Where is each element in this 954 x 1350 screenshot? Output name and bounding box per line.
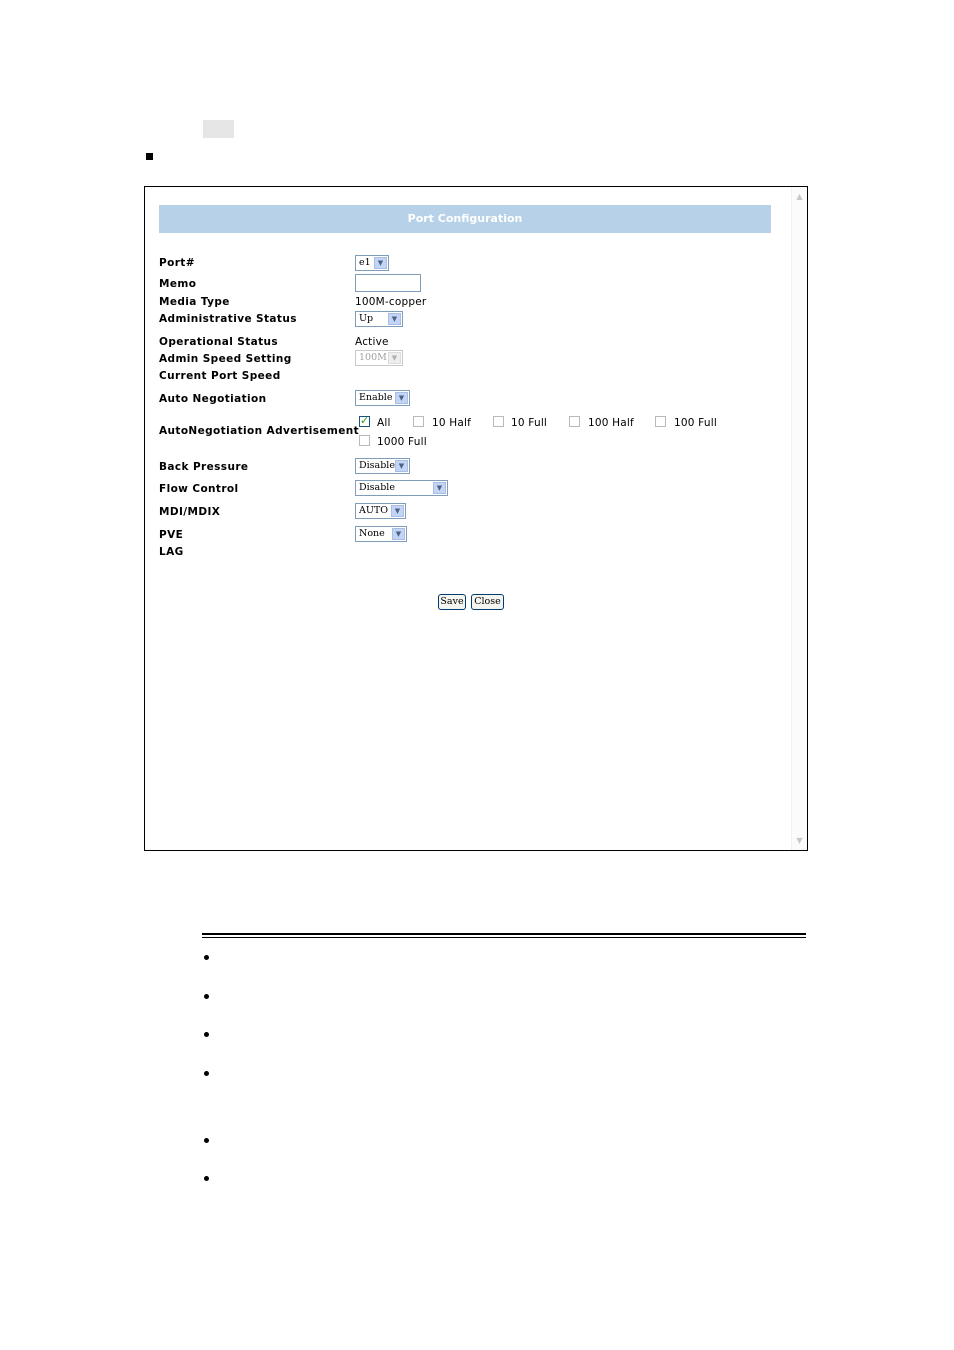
chevron-down-icon: ▼	[388, 352, 401, 364]
auto-negotiation-select[interactable]	[355, 390, 410, 406]
advert-10-half-label: 10 Half	[432, 417, 472, 429]
advert-10-full-checkbox[interactable]	[493, 416, 504, 427]
bullet-dot	[204, 1176, 209, 1181]
media-type-value: 100M-copper	[355, 296, 427, 308]
bullet-dot	[204, 955, 209, 960]
advert-1000-full-label: 1000 Full	[377, 436, 427, 448]
oper-status-value: Active	[355, 336, 389, 348]
admin-speed-label: Admin Speed Setting	[159, 353, 292, 365]
port-label: Port#	[159, 257, 195, 269]
back-pressure-select[interactable]	[355, 458, 410, 474]
admin-status-select[interactable]	[355, 311, 403, 327]
gray-placeholder	[203, 120, 234, 138]
divider-thin	[202, 937, 806, 938]
auto-negotiation-value: Enable	[359, 392, 393, 403]
window-title: Port Configuration	[159, 205, 771, 233]
mdi-mdix-value: AUTO	[359, 505, 388, 516]
advert-100-full-label: 100 Full	[674, 417, 717, 429]
bullet-dot	[204, 994, 209, 999]
port-configuration-window	[144, 186, 808, 851]
memo-label: Memo	[159, 278, 197, 290]
advert-all-label: All	[377, 417, 391, 429]
flow-control-select[interactable]	[355, 480, 448, 496]
advert-1000-full-checkbox[interactable]	[359, 435, 370, 446]
square-bullet	[146, 153, 153, 160]
port-select[interactable]	[355, 255, 389, 271]
port-value: e1	[359, 257, 371, 268]
admin-speed-select	[355, 350, 403, 366]
advertisement-label: AutoNegotiation Advertisement	[159, 425, 360, 437]
flow-control-value: Disable	[359, 482, 395, 493]
admin-status-label: Administrative Status	[159, 313, 297, 325]
memo-input[interactable]	[355, 274, 421, 292]
mdi-mdix-label: MDI/MDIX	[159, 506, 221, 518]
save-button[interactable]: Save	[438, 594, 466, 610]
chevron-down-icon: ▼	[395, 392, 408, 404]
chevron-down-icon: ▼	[395, 460, 408, 472]
advert-100-full-checkbox[interactable]	[655, 416, 666, 427]
admin-speed-value: 100M	[359, 352, 387, 363]
divider-thick	[202, 933, 806, 935]
flow-control-label: Flow Control	[159, 483, 239, 495]
mdi-mdix-select[interactable]	[355, 503, 406, 519]
advert-100-half-label: 100 Half	[588, 417, 634, 429]
advert-100-half-checkbox[interactable]	[569, 416, 580, 427]
pve-select[interactable]	[355, 526, 407, 542]
chevron-down-icon: ▼	[388, 313, 401, 325]
pve-value: None	[359, 528, 385, 539]
bullet-dot	[204, 1138, 209, 1143]
advert-all-checkbox[interactable]: ✓	[360, 414, 370, 427]
advert-10-full-label: 10 Full	[511, 417, 548, 429]
admin-status-value: Up	[359, 313, 374, 324]
pve-label: PVE	[159, 529, 184, 541]
bullet-dot	[204, 1071, 209, 1076]
back-pressure-value: Disable	[359, 460, 395, 471]
advert-10-half-checkbox[interactable]	[413, 416, 424, 427]
chevron-down-icon: ▼	[392, 528, 405, 540]
media-type-label: Media Type	[159, 296, 230, 308]
oper-status-label: Operational Status	[159, 336, 279, 348]
bullet-dot	[204, 1032, 209, 1037]
scroll-down-icon[interactable]: ▼	[796, 836, 803, 845]
current-speed-label: Current Port Speed	[159, 370, 281, 382]
lag-label: LAG	[159, 546, 184, 558]
close-button[interactable]: Close	[471, 594, 504, 610]
back-pressure-label: Back Pressure	[159, 461, 249, 473]
vertical-scrollbar[interactable]	[791, 187, 807, 850]
chevron-down-icon: ▼	[433, 482, 446, 494]
scroll-up-icon[interactable]: ▲	[796, 192, 803, 201]
chevron-down-icon: ▼	[391, 505, 404, 517]
auto-negotiation-label: Auto Negotiation	[159, 393, 267, 405]
chevron-down-icon: ▼	[374, 257, 387, 269]
